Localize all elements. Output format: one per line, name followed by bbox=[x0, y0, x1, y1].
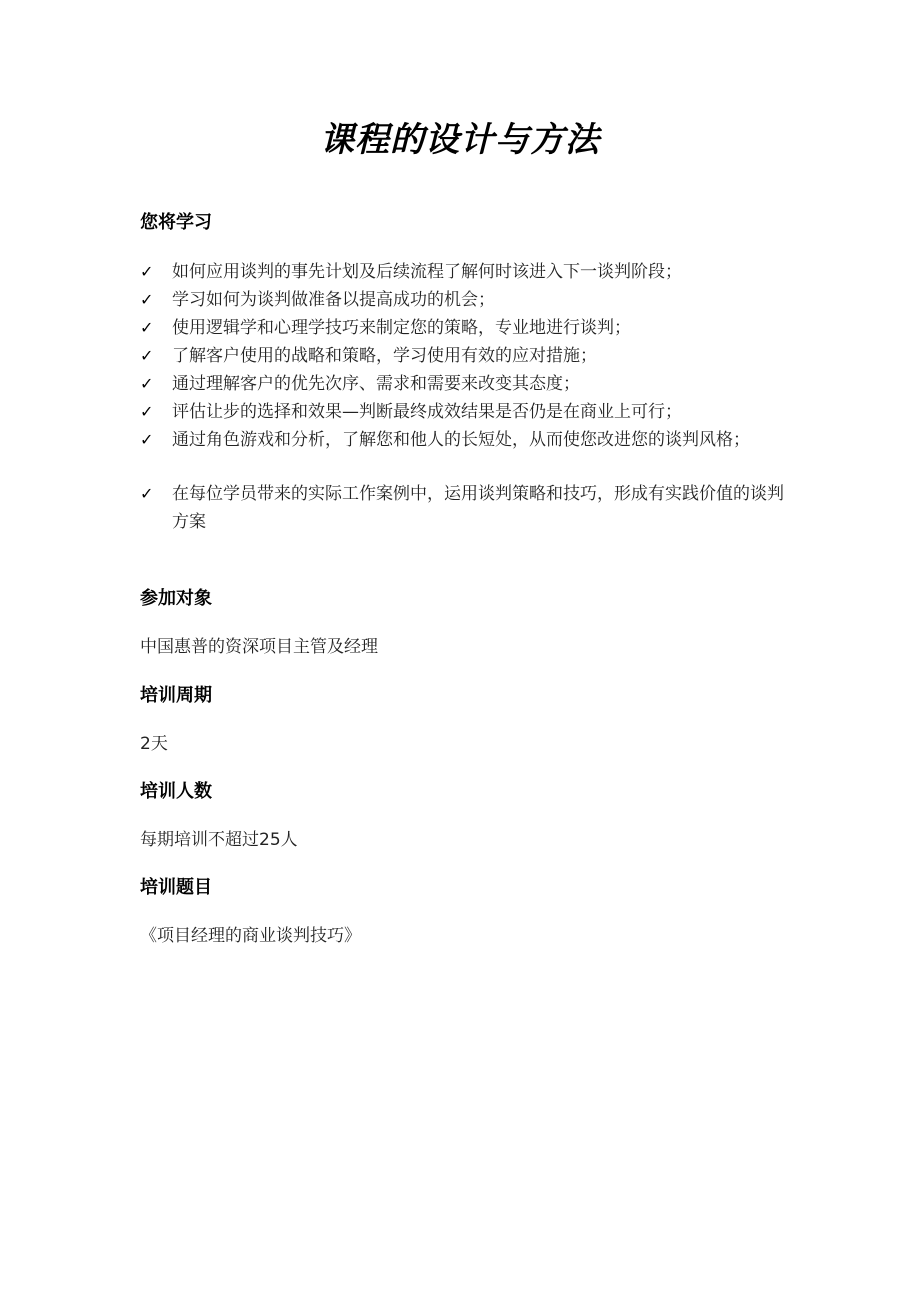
size-value: 每期培训不超过25人 bbox=[140, 830, 298, 850]
list-item bbox=[140, 426, 820, 454]
list-item bbox=[140, 258, 820, 286]
check-icon: ✓ bbox=[140, 318, 154, 337]
check-icon: ✓ bbox=[140, 290, 154, 309]
audience-value: 中国惠普的资深项目主管及经理 bbox=[140, 637, 378, 657]
list-item bbox=[140, 286, 820, 314]
size-heading: 培训人数 bbox=[140, 781, 212, 802]
topic-heading: 培训题目 bbox=[140, 877, 212, 898]
duration-heading: 培训周期 bbox=[140, 685, 212, 706]
list-item-text: 使用逻辑学和心理学技巧来制定您的策略，专业地进行谈判； bbox=[172, 318, 631, 338]
list-item-text: 了解客户使用的战略和策略，学习使用有效的应对措施； bbox=[172, 346, 597, 366]
list-item-text: 通过角色游戏和分析，了解您和他人的长短处，从而使您改进您的谈判风格； bbox=[172, 430, 750, 450]
check-icon: ✓ bbox=[140, 346, 154, 365]
list-item bbox=[140, 342, 820, 370]
learn-heading: 您将学习 bbox=[140, 212, 212, 233]
learn-list bbox=[140, 258, 820, 536]
list-item-text: 在每位学员带来的实际工作案例中，运用谈判策略和技巧，形成有实践价值的谈判方案 bbox=[172, 484, 784, 532]
list-item bbox=[140, 314, 820, 342]
check-icon: ✓ bbox=[140, 262, 154, 281]
check-icon: ✓ bbox=[140, 402, 154, 421]
check-icon: ✓ bbox=[140, 430, 154, 449]
list-item-text: 评估让步的选择和效果—判断最终成效结果是否仍是在商业上可行； bbox=[172, 402, 682, 422]
list-item-text: 学习如何为谈判做准备以提高成功的机会； bbox=[172, 290, 495, 310]
audience-heading: 参加对象 bbox=[140, 588, 212, 609]
page-title: 课程的设计与方法 bbox=[320, 120, 600, 160]
list-item bbox=[140, 480, 792, 536]
list-item bbox=[140, 398, 820, 426]
list-item-text: 如何应用谈判的事先计划及后续流程了解何时该进入下一谈判阶段； bbox=[172, 262, 682, 282]
topic-value: 《项目经理的商业谈判技巧》 bbox=[140, 926, 361, 946]
check-icon: ✓ bbox=[140, 484, 154, 503]
duration-value: 2天 bbox=[140, 734, 168, 754]
list-item bbox=[140, 370, 820, 398]
check-icon: ✓ bbox=[140, 374, 154, 393]
list-item-text: 通过理解客户的优先次序、需求和需要来改变其态度； bbox=[172, 374, 580, 394]
